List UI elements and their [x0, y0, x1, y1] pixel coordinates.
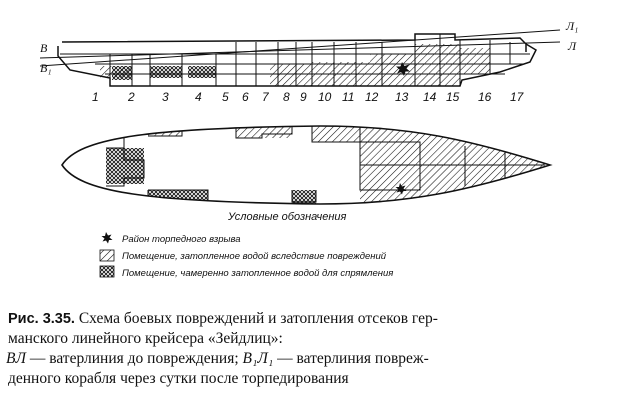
counterflooded-area — [188, 66, 216, 78]
legend-item-label: Помещение, чамеренно затопленное водой для спрямления — [122, 268, 394, 279]
caption-line-3 — [6, 349, 623, 368]
compartment-number: 3 — [162, 90, 169, 104]
compartment-number: 7 — [262, 90, 269, 104]
compartment-number: 17 — [510, 90, 524, 104]
legend-title: Условные обозначения — [228, 211, 347, 223]
compartment-number: 14 — [423, 90, 437, 104]
compartment-number: 2 — [128, 90, 135, 104]
compartment-number: 6 — [242, 90, 249, 104]
flooded-area — [310, 62, 370, 86]
flooded-area — [460, 48, 490, 74]
legend-item-label: Помещение, затопленное водой вследствие повреждений — [122, 251, 387, 262]
compartment-number: 1 — [92, 90, 99, 104]
caption-line-4: денного корабля через сутки после торпедирования — [8, 370, 349, 387]
flooded-area — [270, 64, 310, 86]
legend-torpedo-icon — [102, 232, 113, 244]
flooded-area — [415, 44, 460, 86]
waterline-damaged-right-label: Л₁ — [566, 19, 579, 33]
compartment-number: 5 — [222, 90, 229, 104]
legend-crosshatch-swatch — [100, 266, 114, 277]
caption-text: — ватерлиния до повреждения; — [25, 350, 243, 367]
compartment-number: 13 — [395, 90, 409, 104]
compartment-number: 16 — [478, 90, 492, 104]
caption-line-2: манского линейного крейсера «Зейдлиц»: — [8, 330, 283, 347]
compartment-number: 10 — [318, 90, 332, 104]
caption-text: — ватерлиния повреж- — [273, 350, 429, 367]
waterline-original-left-label: В — [40, 41, 48, 55]
ship-plan — [62, 120, 560, 210]
compartment-number: 12 — [365, 90, 379, 104]
figure-label: Рис. 3.35. — [8, 311, 75, 327]
compartment-number: 8 — [283, 90, 290, 104]
caption-symbol: В₁Л₁ — [242, 350, 274, 367]
counterflooded-area — [150, 66, 182, 78]
waterline-original-right-label: Л — [568, 39, 577, 53]
waterline-damaged-left-label: В₁ — [40, 61, 52, 75]
compartment-numbers — [92, 90, 525, 104]
compartment-number: 4 — [195, 90, 202, 104]
compartment-number: 11 — [342, 90, 355, 104]
caption-line-1 — [8, 309, 623, 329]
legend-hatch-swatch — [100, 250, 114, 261]
counterflooded-area — [112, 66, 132, 80]
compartment-number: 15 — [446, 90, 460, 104]
ship-profile — [40, 30, 560, 86]
legend-item-label: Район торпедного взрыва — [122, 234, 241, 245]
caption-text: Схема боевых повреждений и затопления отсеков гер- — [74, 310, 438, 327]
legend — [100, 211, 393, 279]
caption-symbol: ВЛ — [6, 350, 26, 367]
counterflooded-area — [106, 148, 144, 184]
compartment-number: 9 — [300, 90, 307, 104]
